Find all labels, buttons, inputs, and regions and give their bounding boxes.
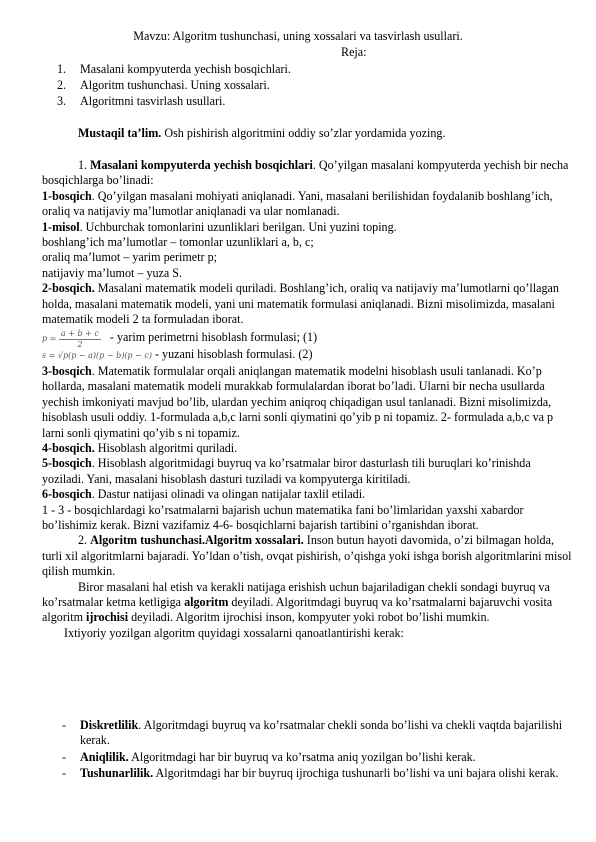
formula-1-denominator: 2 xyxy=(77,339,83,349)
formula-2-caption: - yuzani hisoblash formulasi. (2) xyxy=(151,347,313,362)
step-1-label: 1-bosqich xyxy=(42,188,92,203)
property-discreteness xyxy=(80,718,575,749)
property-text: Algoritmdagi har bir buyruq va ko’rsatma aniq yozilgan bo’lishi kerak. xyxy=(128,750,476,764)
formula-1-caption: - yarim perimetrni hisoblash formulasi; (1) xyxy=(106,330,318,345)
property-label: Tushunarlilik. xyxy=(80,766,154,780)
property-clarity xyxy=(80,766,575,781)
section-1-intro xyxy=(42,158,572,189)
list-dash: - xyxy=(62,750,67,764)
document-title: Mavzu: Algoritm tushunchasi, uning xossalari va tasvirlash usullari. xyxy=(133,29,463,43)
step-2 xyxy=(42,281,572,327)
step-4-text: Hisoblash algoritmi quriladi. xyxy=(94,440,238,455)
steps-summary: 1 - 3 - bosqichlardagi ko’rsatmalarni bajarish uchun matematika fani bo’limlaridan yaxshi xabardor bo’lishimiz kerak. Bizni vazifamiz 4-6- bosqichlarni bajarish tartibini o’rganishdan iborat. xyxy=(42,502,524,532)
section-number: 1. xyxy=(78,158,91,172)
plan-item-text: Algoritm tushunchasi. Uning xossalari. xyxy=(80,78,270,92)
plan-item-number: 3. xyxy=(57,94,67,108)
task-text: Osh pishirish algoritmini oddiy so’zlar yordamida yozing. xyxy=(161,126,446,140)
section-number: 2. xyxy=(78,533,91,548)
step-5 xyxy=(42,456,572,487)
step-4 xyxy=(42,441,572,456)
section-2-title: Algoritm tushunchasi.Algoritm xossalari. xyxy=(90,533,304,548)
term-algorithm: algoritm xyxy=(184,594,229,609)
independent-task xyxy=(78,126,445,141)
plan-item-3 xyxy=(57,94,226,109)
example-input-data: boshlang’ich ma’lumotlar – tomonlar uzunliklari a, b, c; xyxy=(42,235,314,250)
step-2-text: Masalani matematik modeli quriladi. Boshlang’ich, oraliq va natijaviy ma’lumotlarni qo’llagan holda, masalani matematik modeli, yani uni matematik formulasi aniqlanadi. Bizni misolimizda, masalani matematik modeli 2 ta formuladan iborat. xyxy=(42,281,559,327)
list-dash: - xyxy=(62,766,67,780)
formula-1-numerator: a + b + c xyxy=(60,328,99,338)
example-1 xyxy=(42,220,572,235)
step-6 xyxy=(42,487,572,502)
step-3-label: 3-bosqich xyxy=(42,363,92,378)
plan-item-text: Algoritmni tasvirlash usullari. xyxy=(80,94,226,108)
definition-text: deyiladi. Algoritm ijrochisi inson, kompyuter yoki robot bo’lishi mumkin. xyxy=(128,610,490,625)
step-6-text: . Dastur natijasi olinadi va olingan natijalar taxlil etiladi. xyxy=(91,487,366,502)
formula-1-line xyxy=(42,327,572,347)
plan-item-1 xyxy=(57,62,291,77)
example-result-data: natijaviy ma’lumot – yuza S. xyxy=(42,265,183,280)
example-intermediate-data: oraliq ma’lumot – yarim perimetr p; xyxy=(42,250,217,265)
section-1 xyxy=(42,158,572,641)
term-executor: ijrochisi xyxy=(86,610,129,625)
definition-text: Biror masalani hal etish va kerakli natijaga erishish uchun bajariladigan chekli sondagi buyruq va ko’rsatmalar ketma ketligiga xyxy=(42,579,550,609)
step-1-text: . Qo’yilgan masalani mohiyati aniqlanadi. Yani, masalani berilishidan foydalanib boshlang’ich, oraliq va natijaviy ma’lumotlar aniqlanadi va ular nomlanadi. xyxy=(42,188,553,219)
property-definiteness xyxy=(80,750,575,765)
plan-heading: Reja: xyxy=(341,45,367,59)
step-2-label: 2-bosqich. xyxy=(42,281,95,296)
step-5-label: 5-bosqich xyxy=(42,456,92,471)
section-2-intro xyxy=(42,533,572,579)
formula-2-line xyxy=(42,347,572,363)
task-label: Mustaqil ta’lim. xyxy=(78,126,162,140)
formula-2: s = √p(p − a)(p − b)(p − c) xyxy=(42,351,152,361)
definition-text: deyiladi. Algoritmdagi buyruq va ko’rsatmalarni bajaruvchi vosita algoritm xyxy=(42,594,553,625)
property-label: Aniqlilik. xyxy=(80,750,129,764)
step-3-text: . Matematik formulalar orqali aniqlangan matematik modelni hisoblash usuli tanlanadi. Ko’p hollarda, masalani matematik modeli murakkab formulalardan iborat bo’ladi. Ularni bir necha usullarda yechish imkoniyati mavjud bo’lib, ulardan yechim aniqroq chiqadigan usul tanlanadi. Bizni misolimizda, hisoblash usuli oddiy. 1-formulada a,b,c larni sonli qiymatini qo’yib p ni topamiz. 2- formulada a,b,c va p larni sonli qiymatini qo’yib s ni topamiz. xyxy=(42,363,554,440)
plan-item-number: 1. xyxy=(57,62,67,76)
section-1-title: Masalani kompyuterda yechish bosqichlari xyxy=(90,158,313,172)
property-label: Diskretlilik xyxy=(80,718,139,732)
list-dash: - xyxy=(62,718,67,732)
plan-item-text: Masalani kompyuterda yechish bosqichlari. xyxy=(80,62,291,76)
step-3 xyxy=(42,364,572,441)
algorithm-definition xyxy=(42,580,572,626)
property-text: Algoritmdagi har bir buyruq ijrochiga tushunarli bo’lishi va uni bajara olishi kerak. xyxy=(153,766,559,780)
plan-item-number: 2. xyxy=(57,78,67,92)
step-1 xyxy=(42,189,572,220)
step-5-text: . Hisoblash algoritmidagi buyruq va ko’rsatmalar biror dasturlash tili buruqlari ko’rinishda yoziladi. Yani, masalani hisoblash dasturi tuziladi va kompyuterga kiritiladi. xyxy=(42,456,531,486)
section-1-intro-text: . Qo’yilgan masalani kompyuterda yechish bir necha bosqichlarga bo’linadi: xyxy=(42,158,569,188)
step-6-label: 6-bosqich xyxy=(42,487,92,502)
step-4-label: 4-bosqich. xyxy=(42,440,95,455)
formula-1 xyxy=(42,328,101,349)
section-2-text: Inson butun hayoti davomida, o’zi bilmagan holda, turli xil algoritmlarni bajaradi. Yo’ldan o’tish, ovqat pishirish, o’qishga yoki ishga borish algoritmlarini misol qilish mumkin. xyxy=(42,533,572,579)
property-text: . Algoritmdagi buyruq va ko’rsatmalar chekli sonda bo’lishi va chekli vaqtda bajarilishi kerak. xyxy=(80,718,563,748)
properties-intro: Ixtiyoriy yozilgan algoritm quyidagi xossalarni qanoatlantirishi kerak: xyxy=(64,625,404,640)
example-1-text: . Uchburchak tomonlarini uzunliklari berilgan. Uni yuzini toping. xyxy=(79,219,397,234)
plan-item-2 xyxy=(57,78,270,93)
example-1-label: 1-misol xyxy=(42,219,80,234)
formula-1-lhs: p = xyxy=(42,334,57,344)
